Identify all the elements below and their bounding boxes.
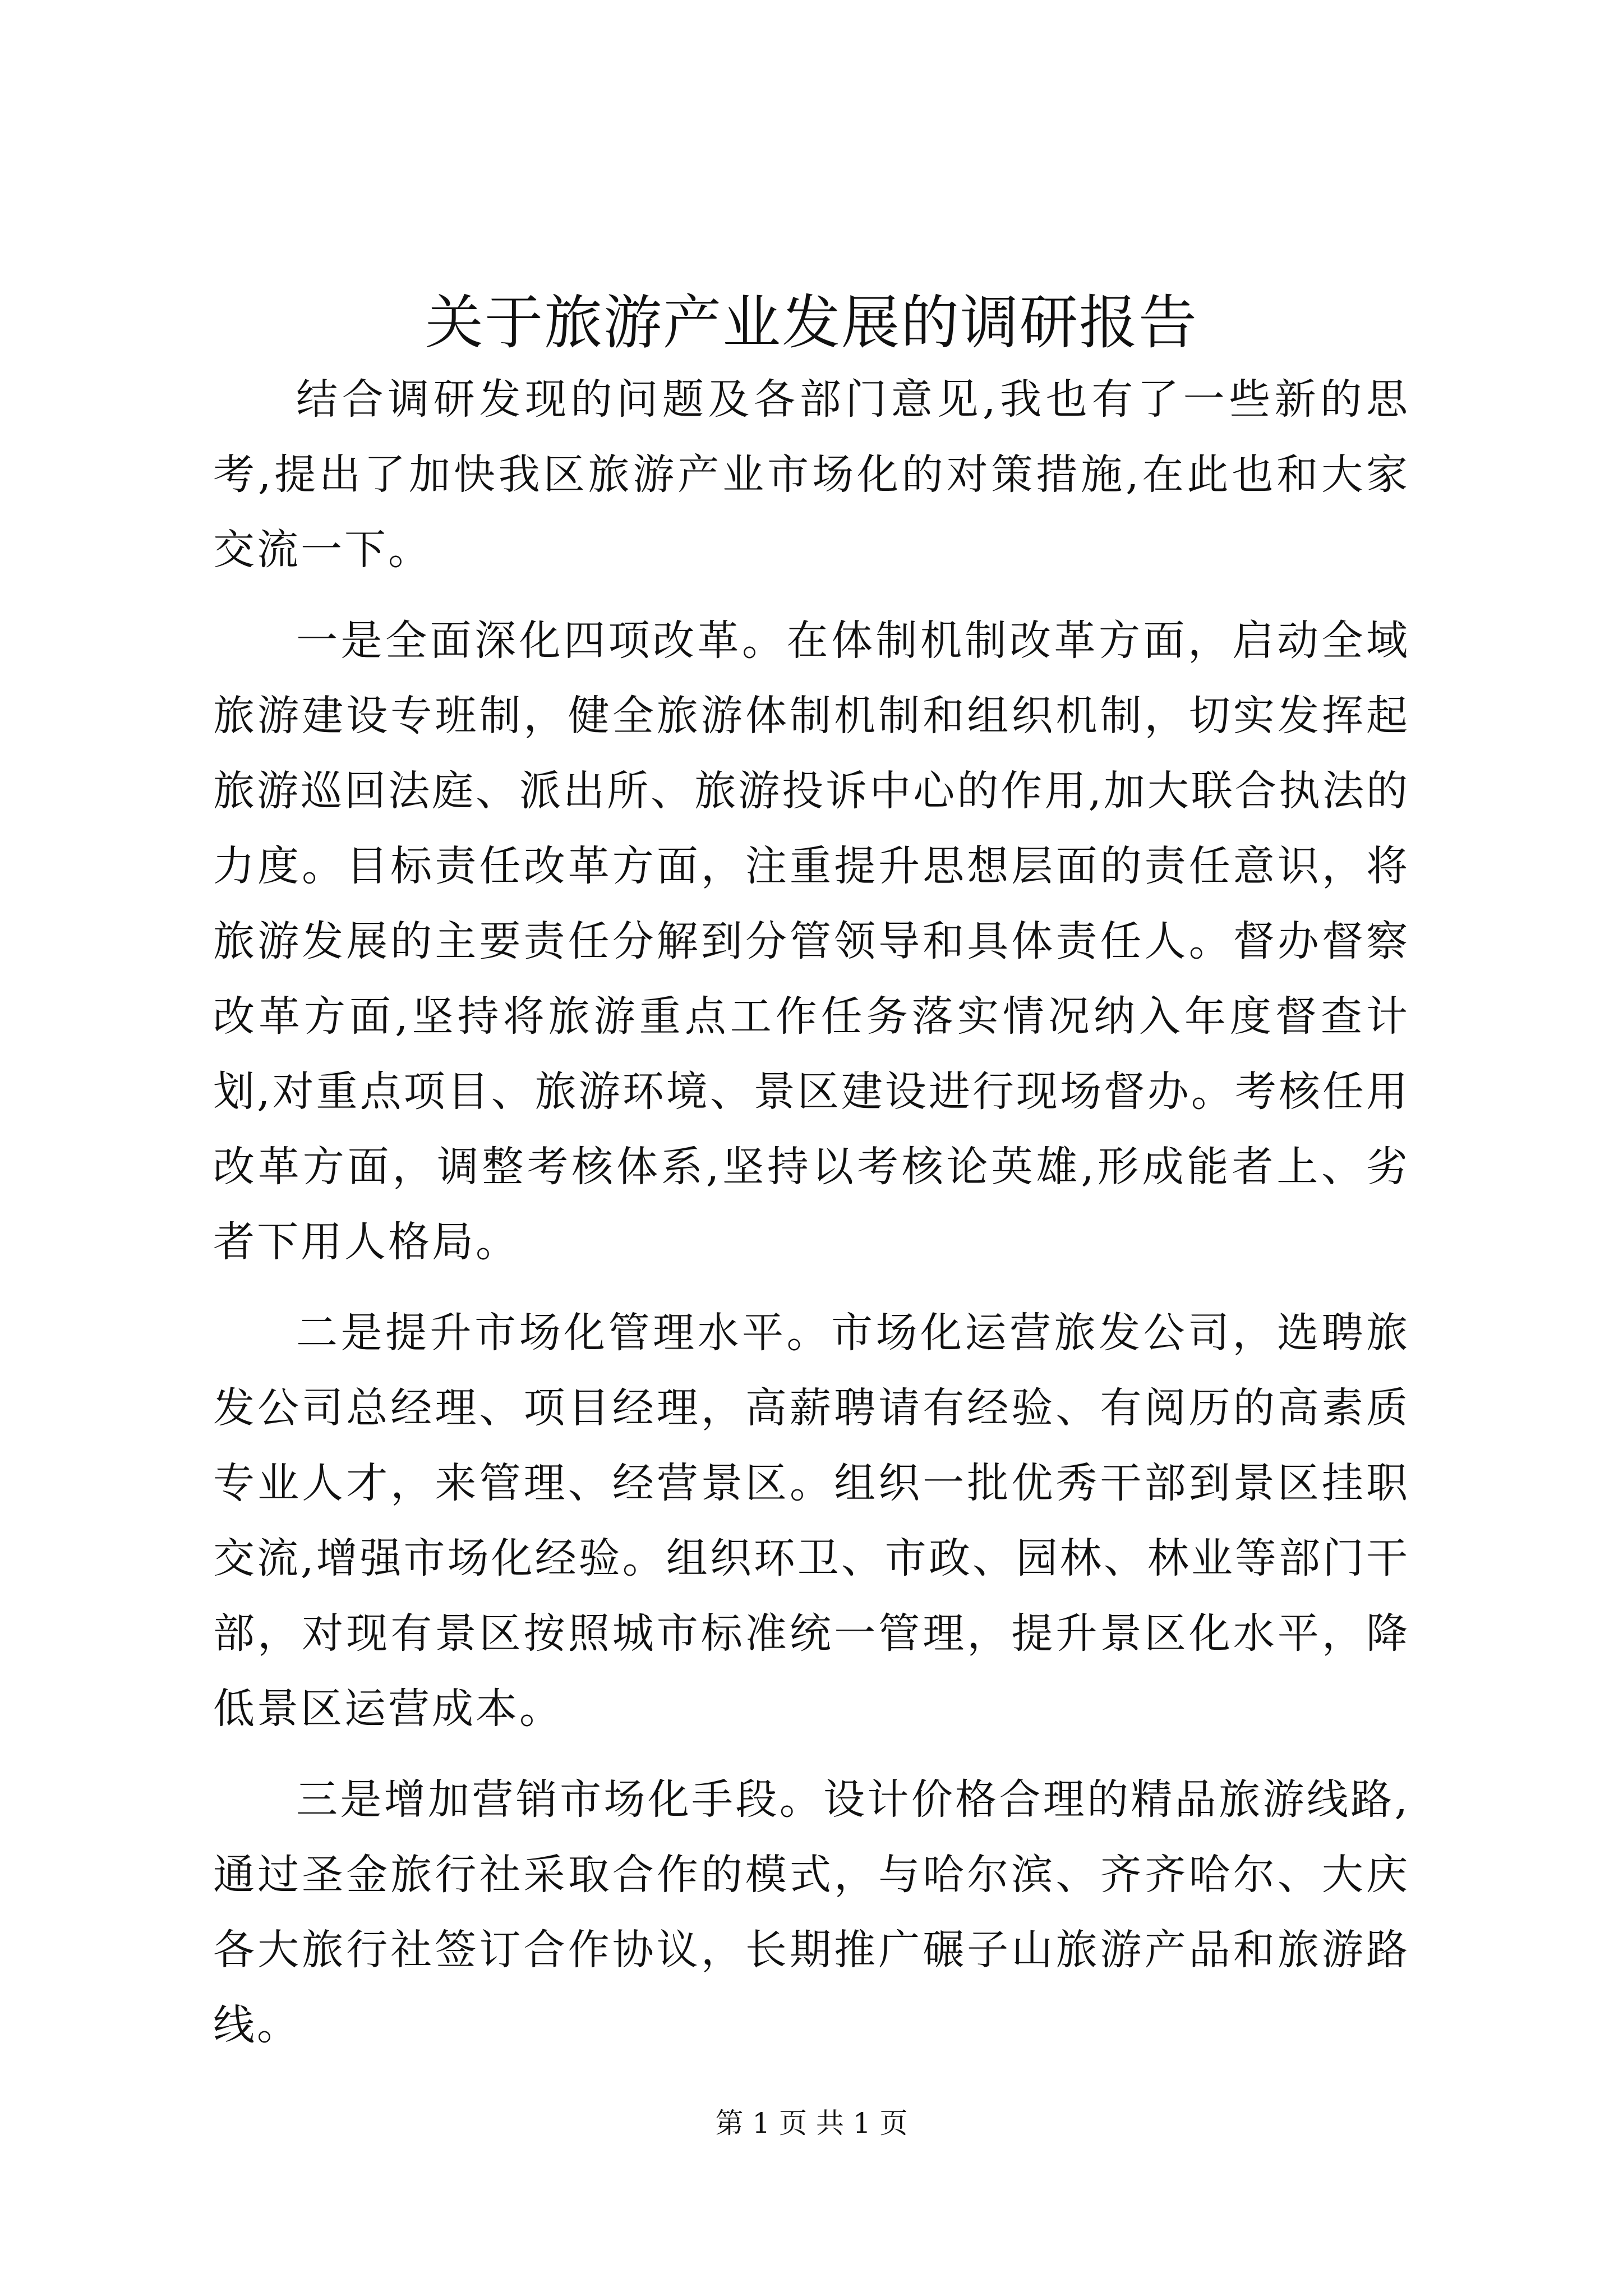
paragraph-reform: 一是全面深化四项改革。在体制机制改革方面，启动全域旅游建设专班制，健全旅游体制机制和组织机制，切实发挥起旅游巡回法庭、派出所、旅游投诉中心的作用,加大联合执法的力度。目标责任改革方面，注重提升思想层面的责任意识，将旅游发展的主要责任分解到分管领导和具体责任人。督办督察改革方面,坚持将旅游重点工作任务落实情况纳入年度督查计划,对重点项目、旅游环境、景区建设进行现场督办。考核任用改革方面，调整考核体系,坚持以考核论英雄,形成能者上、劣者下用人格局。 — [213, 616, 1410, 1266]
page-footer: 第 1 页 共 1 页 — [715, 2107, 908, 2139]
paragraph-management: 二是提升市场化管理水平。市场化运营旅发公司，选聘旅发公司总经理、项目经理，高薪聘请有经验、有阅历的高素质专业人才，来管理、经营景区。组织一批优秀干部到景区挂职交流,增强市场化经验。组织环卫、市政、园林、林业等部门干部，对现有景区按照城市标准统一管理，提升景区化水平，降低景区运营成本。 — [213, 1309, 1410, 1733]
document-title: 关于旅游产业发展的调研报告 — [425, 288, 1198, 357]
document-body — [213, 362, 1410, 2063]
paragraph-intro: 结合调研发现的问题及各部门意见,我也有了一些新的思考,提出了加快我区旅游产业市场化的对策措施,在此也和大家交流一下。 — [213, 375, 1410, 574]
paragraph-marketing: 三是增加营销市场化手段。设计价格合理的精品旅游线路,通过圣金旅行社采取合作的模式，与哈尔滨、齐齐哈尔、大庆各大旅行社签订合作协议，长期推广碾子山旅游产品和旅游路线。 — [213, 1775, 1410, 2049]
